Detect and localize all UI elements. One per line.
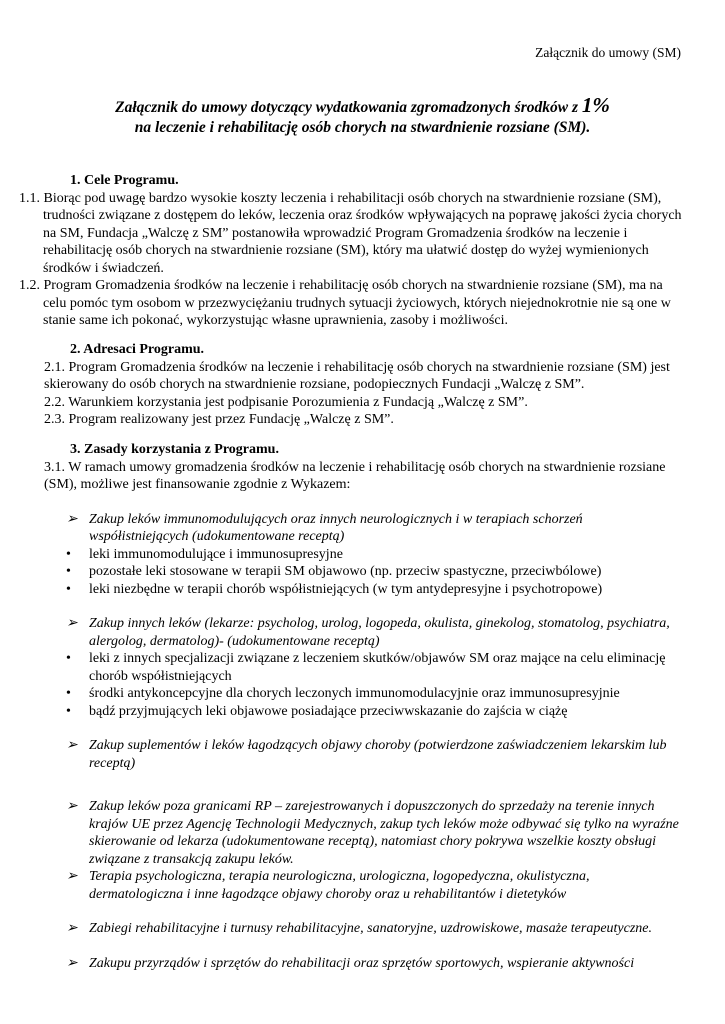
arrow-bullet-icon: ➢: [66, 955, 78, 971]
arrow-bullet-icon: ➢: [66, 616, 78, 631]
document-title: [0, 95, 725, 138]
paragraph-1-2: 1.2. Program Gromadzenia środków na leczenie i rehabilitację osób chorych na stwardnienie rozsiane (SM), ma na celu pomóc tym osobom w przezwyciężaniu trudnych sytuacji życiowych, których niejednokrotnie nie są one w stanie same ich pokonać, wykorzystując własne uprawnienia, zasoby i możliwości.: [19, 278, 671, 328]
section-goals: [0, 172, 725, 330]
bullet-icon: •: [66, 651, 71, 666]
bullet-icon: •: [66, 686, 71, 701]
list-group-title: ➢ Zakup leków poza granicami RP – zarejestrowanych i dopuszczonych do sprzedaży na terenie innych krajów UE przez Agencję Technologii Medycznych, zakup tych leków może odbywać się tylko na wyraźne skierowanie od lekarza (udokumentowane receptą), natomiast chory pokrywa wszelkie koszty obsługi związane z transakcją zakupu leków.: [66, 799, 679, 867]
arrow-bullet-icon: ➢: [66, 799, 78, 814]
paragraph-1-1: 1.1. Biorąc pod uwagę bardzo wysokie koszty leczenia i rehabilitacji osób chorych na stwardnienie rozsiane (SM), trudności związane z dostępem do leków, leczenia oraz środków wpływających na poprawę jakości życia chorych na SM, Fundacja „Walczę z SM” postanowiła wprowadzić Program Gromadzenia środków na leczenie i rehabilitację osób chorych na stwardnienie rozsiane (SM), który ma ułatwić dostęp do wyżej wymienionych środków i świadczeń.: [19, 190, 682, 276]
paragraph-3-1: 3.1. W ramach umowy gromadzenia środków na leczenie i rehabilitację osób chorych na stwardnienie rozsiane (SM), możliwe jest finansowanie zgodnie z Wykazem:: [44, 459, 666, 492]
paragraph-2-1: 2.1. Program Gromadzenia środków na leczenie i rehabilitację osób chorych na stwardnienie rozsiane (SM) jest skierowany do osób chorych na stwardnienie rozsiane, podopiecznych Fundacji „Walczę z SM”.: [44, 359, 670, 392]
bullet-icon: •: [66, 564, 71, 579]
list-group-title: ➢ Zakup leków immunomodulujących oraz innych neurologicznych i w terapiach schorzeń współistniejących (udokumentowane receptą): [66, 511, 583, 544]
title-percent: 1%: [581, 93, 610, 117]
arrow-bullet-icon: ➢: [66, 511, 78, 527]
title-line-1: Załącznik do umowy dotyczący wydatkowania zgromadzonych środków z: [115, 99, 578, 116]
section-heading: 3. Zasady korzystania z Programu.: [70, 442, 279, 457]
arrow-bullet-icon: ➢: [66, 869, 78, 884]
list-item: • środki antykoncepcyjne dla chorych leczonych immunomodulacyjnie oraz immunosupresyjnie: [66, 686, 620, 701]
list-group-title: ➢ Zabiegi rehabilitacyjne i turnusy rehabilitacyjne, sanatoryjne, uzdrowiskowe, masaże terapeutyczne.: [66, 921, 653, 936]
list-group-title: ➢ Zakup suplementów i leków łagodzących objawy choroby (potwierdzone zaświadczeniem lekarskim lub receptą): [66, 738, 667, 771]
financing-list: [0, 511, 725, 973]
section-rules: [0, 441, 725, 972]
list-group-title: ➢ Zakupu przyrządów i sprzętów do rehabilitacji oraz sprzętów sportowych, wspieranie aktywności: [66, 955, 635, 971]
arrow-bullet-icon: ➢: [66, 738, 78, 753]
bullet-icon: •: [66, 546, 71, 562]
title-line-2: na leczenie i rehabilitację osób chorych na stwardnienie rozsiane (SM).: [134, 119, 591, 136]
bullet-icon: •: [66, 703, 71, 719]
list-group-title: ➢ Terapia psychologiczna, terapia neurologiczna, urologiczna, logopedyczna, okulistyczna, dermatologiczna i inne łagodzące objawy choroby oraz u rehabilitantów i dietetyków: [66, 869, 590, 902]
bullet-icon: •: [66, 581, 71, 597]
list-group-title: ➢ Zakup innych leków (lekarze: psycholog, urolog, logopeda, okulista, ginekolog, stomatolog, psychiatra, alergolog, dermatolog)- (udokumentowane receptą): [66, 616, 670, 649]
paragraph-2-2: 2.2. Warunkiem korzystania jest podpisanie Porozumienia z Fundacją „Walczę z SM”.: [44, 394, 528, 410]
list-item: • leki z innych specjalizacji związane z leczeniem skutków/objawów SM oraz mające na celu eliminację chorób współistniejących: [66, 651, 666, 684]
list-item: • leki niezbędne w terapii chorób współistniejących (w tym antydepresyjne i psychotropowe): [66, 581, 603, 597]
paragraph-2-3: 2.3. Program realizowany jest przez Fundację „Walczę z SM”.: [44, 412, 394, 427]
list-item: • pozostałe leki stosowane w terapii SM objawowo (np. przeciw spastyczne, przeciwbólowe): [66, 564, 602, 579]
list-item: • bądź przyjmujących leki objawowe posiadające przeciwwskazanie do zajścia w ciążę: [66, 703, 568, 719]
arrow-bullet-icon: ➢: [66, 921, 78, 936]
attachment-label: Załącznik do umowy (SM): [535, 45, 681, 60]
section-heading: 1. Cele Programu.: [70, 173, 179, 188]
section-heading: 2. Adresaci Programu.: [70, 342, 205, 357]
section-recipients: [0, 341, 725, 429]
list-item: • leki immunomodulujące i immunosupresyjne: [66, 546, 343, 562]
